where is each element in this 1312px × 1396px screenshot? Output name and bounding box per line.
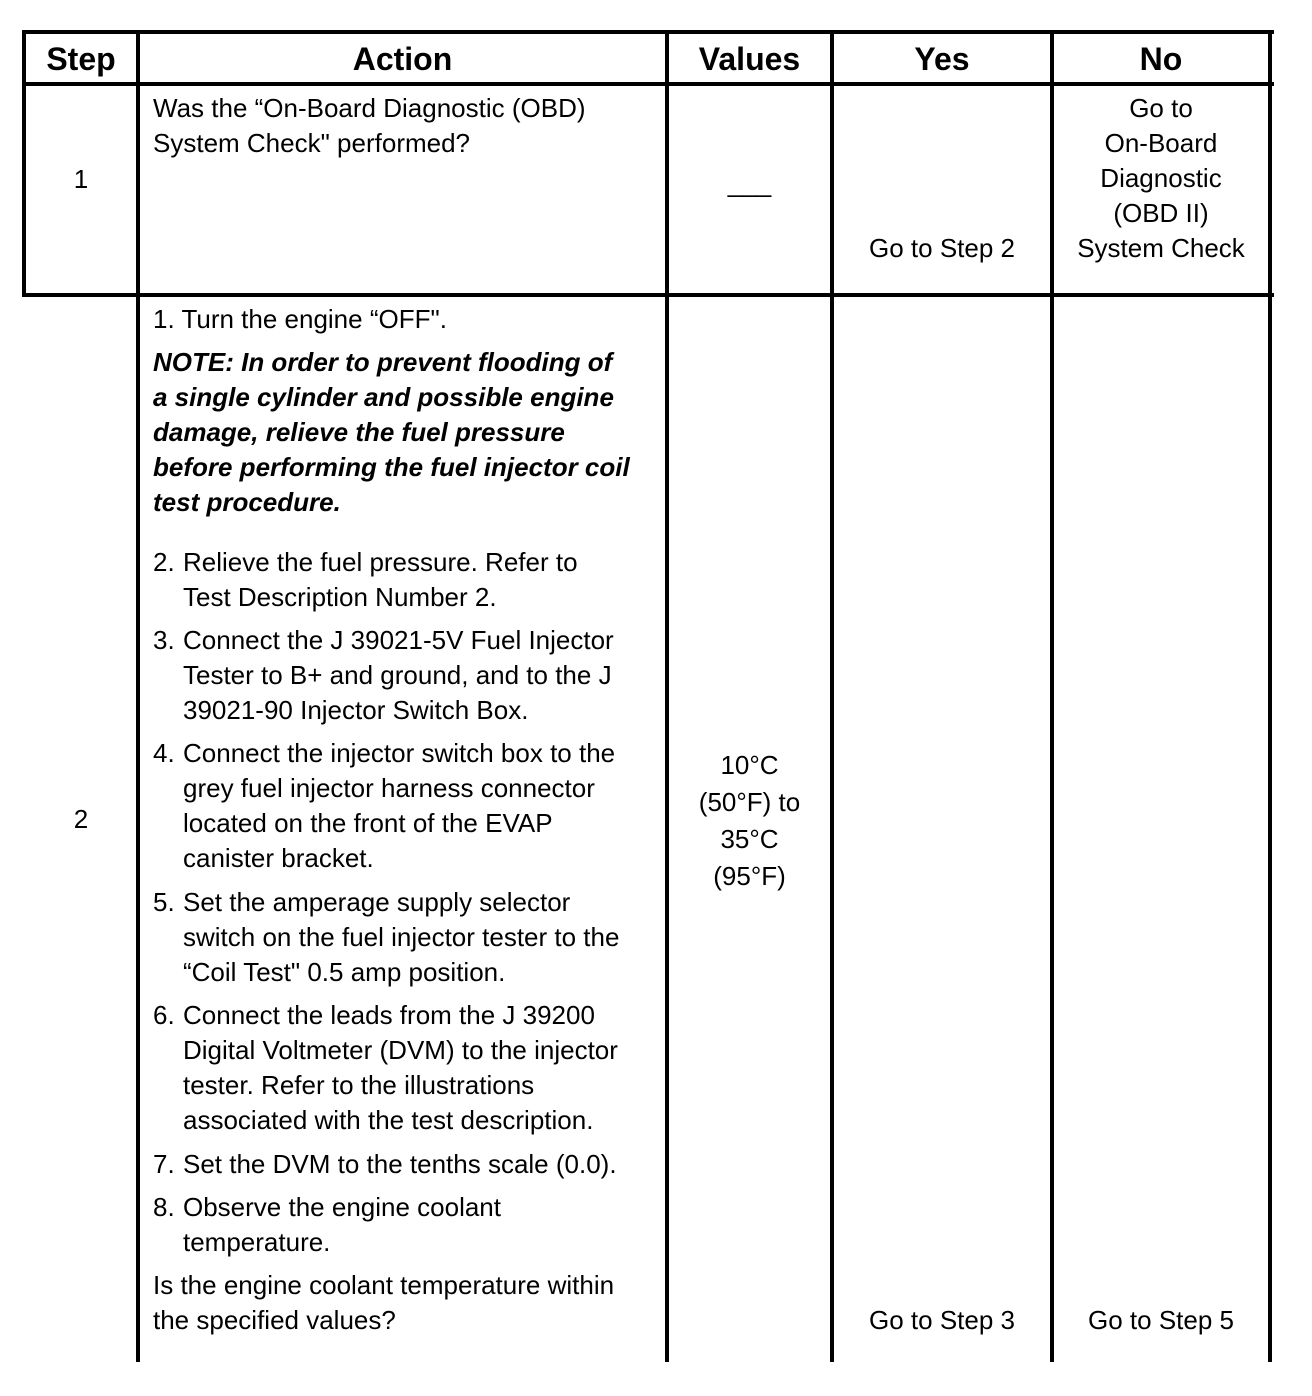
row2-value-line: 10°C <box>720 750 779 780</box>
question-line: the specified values? <box>153 1305 396 1335</box>
item-line: canister bracket. <box>183 843 374 873</box>
item-line: Digital Voltmeter (DVM) to the injector <box>183 1035 618 1065</box>
row2-no: Go to Step 5 <box>1088 1305 1234 1335</box>
row1-no-line: Go to <box>1129 93 1193 123</box>
item-line: Connect the J 39021-5V Fuel Injector <box>183 625 614 655</box>
item-line: temperature. <box>183 1227 331 1257</box>
row2-item1: 1. Turn the engine “OFF". <box>153 304 447 334</box>
row1-bottom-border <box>22 293 1274 297</box>
col-border-step-action <box>136 30 140 1362</box>
row2-value-line: (50°F) to <box>698 787 801 817</box>
item-line: Relieve the fuel pressure. Refer to <box>183 547 578 577</box>
item-number: 6. <box>153 1000 175 1030</box>
item-line: tester. Refer to the illustrations <box>183 1070 535 1100</box>
item-line: Tester to B+ and ground, and to the J <box>183 660 612 690</box>
header-step: Step <box>46 40 116 77</box>
item-number: 5. <box>153 887 175 917</box>
row1-no-line: (OBD II) <box>1113 198 1209 228</box>
header-values: Values <box>698 40 801 77</box>
item-line: grey fuel injector harness connector <box>183 773 595 803</box>
col-border-right <box>1268 30 1272 1362</box>
note-line: before performing the fuel injector coil <box>153 452 630 482</box>
item-number: 3. <box>153 625 175 655</box>
header-action: Action <box>352 40 453 77</box>
row1-no-line: On-Board <box>1104 128 1218 158</box>
row2-value-line: 35°C <box>720 824 779 854</box>
item-line: switch on the fuel injector tester to the <box>183 922 620 952</box>
row2-yes: Go to Step 3 <box>869 1305 1015 1335</box>
item-line: “Coil Test" 0.5 amp position. <box>183 957 506 987</box>
col-border-action-values <box>665 30 669 1362</box>
item-line: associated with the test description. <box>183 1105 594 1135</box>
row1-no-line: Diagnostic <box>1100 163 1222 193</box>
row1-no-line: System Check <box>1077 233 1245 263</box>
row1-yes: Go to Step 2 <box>869 233 1015 263</box>
item-number: 8. <box>153 1192 175 1222</box>
item-line: located on the front of the EVAP <box>183 808 553 838</box>
item-number: 2. <box>153 547 175 577</box>
row1-action-line2: System Check" performed? <box>153 128 471 158</box>
item-line: Observe the engine coolant <box>183 1192 501 1222</box>
row2-step: 2 <box>73 804 89 834</box>
col-border-values-yes <box>830 30 834 1362</box>
item-line: 39021-90 Injector Switch Box. <box>183 695 529 725</box>
question-line: Is the engine coolant temperature within <box>153 1270 615 1300</box>
header-no: No <box>1139 40 1183 77</box>
item-number: 7. <box>153 1149 175 1179</box>
item-line: Test Description Number 2. <box>183 582 497 612</box>
note-line: test procedure. <box>153 487 341 517</box>
row1-action-line1: Was the “On-Board Diagnostic (OBD) <box>153 93 586 123</box>
item-number: 4. <box>153 738 175 768</box>
note-line: NOTE: In order to prevent flooding of <box>153 347 613 377</box>
item-line: Set the amperage supply selector <box>183 887 571 917</box>
item-line: Connect the leads from the J 39200 <box>183 1000 595 1030</box>
table-top-border <box>22 30 1274 34</box>
note-line: a single cylinder and possible engine <box>153 382 614 412</box>
row1-step: 1 <box>73 164 89 194</box>
header-yes: Yes <box>914 40 970 77</box>
note-line: damage, relieve the fuel pressure <box>153 417 565 447</box>
row2-value-line: (95°F) <box>713 861 786 891</box>
item-line: Connect the injector switch box to the <box>183 738 616 768</box>
item-line: Set the DVM to the tenths scale (0.0). <box>183 1149 617 1179</box>
row1-values: ___ <box>727 168 772 198</box>
